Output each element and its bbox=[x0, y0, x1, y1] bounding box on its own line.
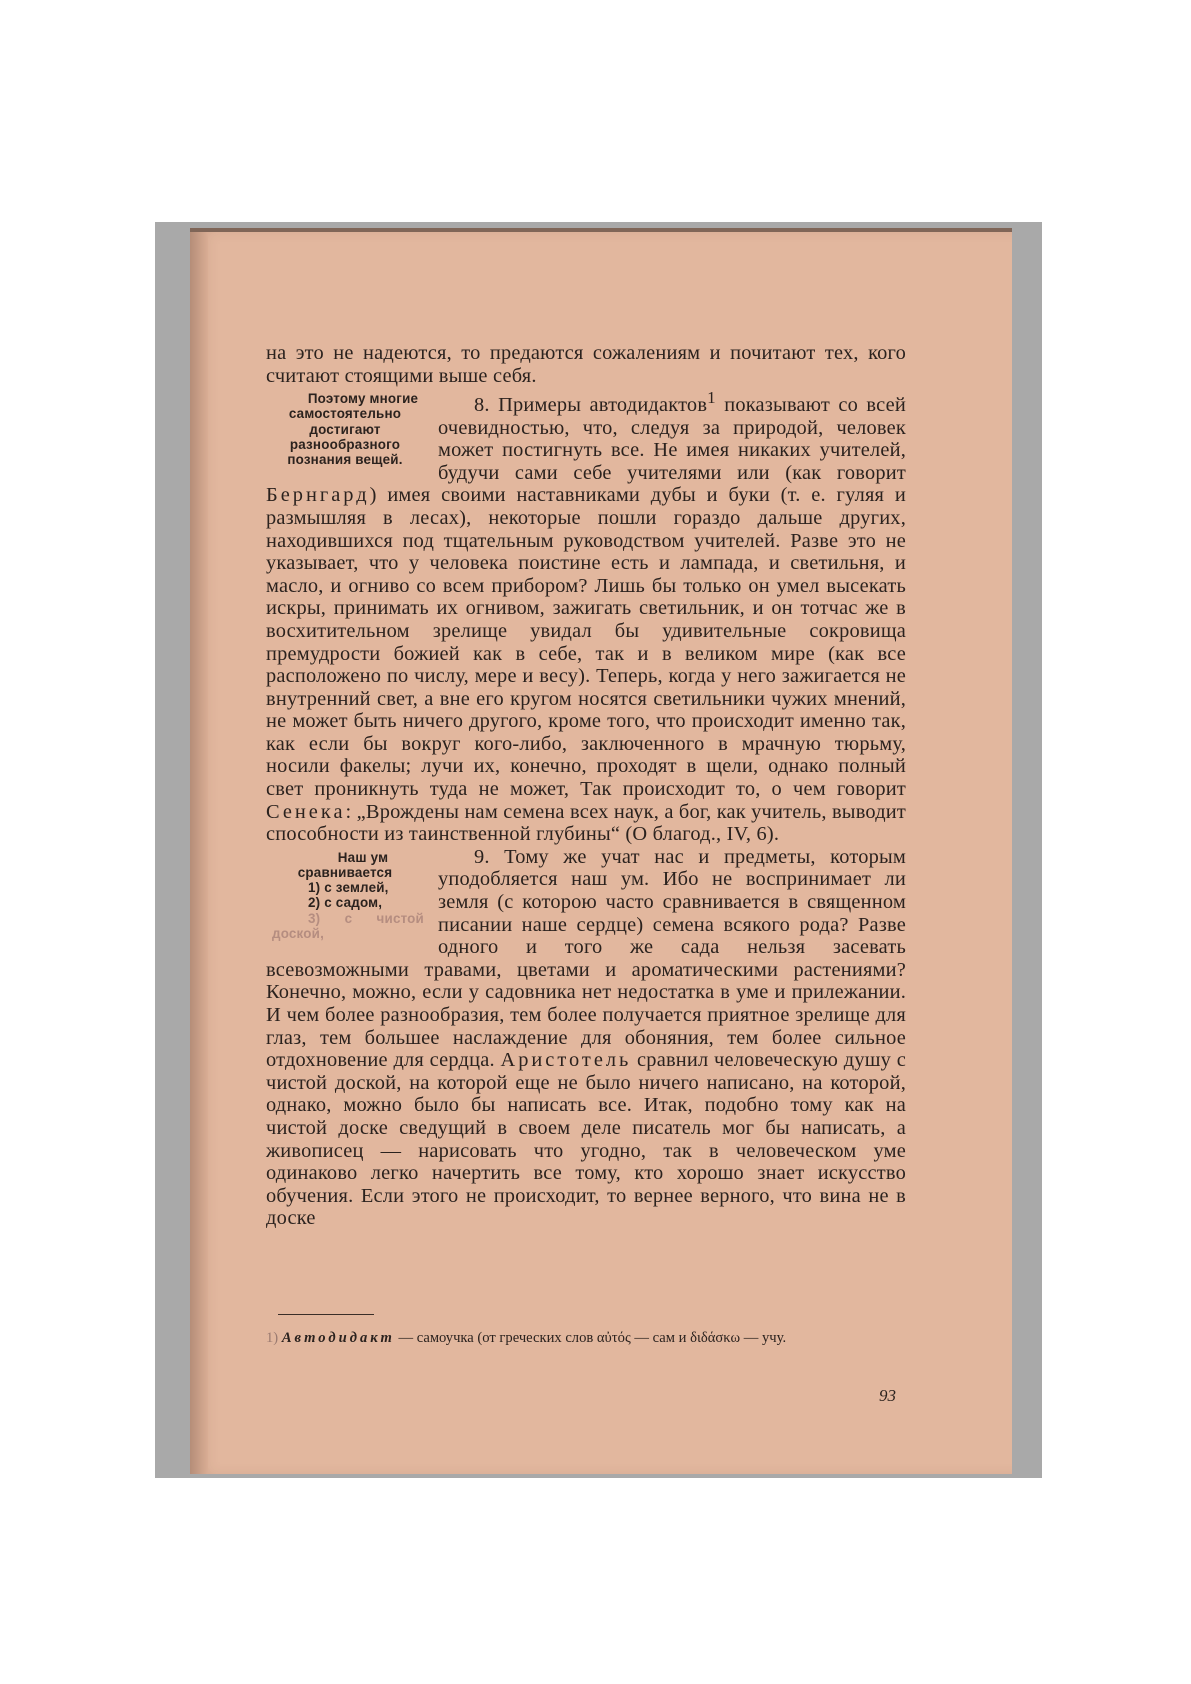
footnote-rule bbox=[278, 1314, 374, 1315]
paragraph-1: на это не надеются, то предаются сожалениям и почитают тех, кого считают стоящими выше себя. bbox=[266, 342, 906, 387]
footnote-mark: 1) bbox=[266, 1330, 279, 1346]
page-spine-shadow bbox=[190, 232, 208, 1474]
footnote-term: Автодидакт bbox=[281, 1330, 395, 1346]
sidenote-mind-compared: Наш ум сравнивается 1) с землей, 2) с садом, 3) с чистой доской, bbox=[272, 849, 424, 941]
name-aristotle: Аристотель bbox=[500, 1049, 632, 1072]
footnote-text: — самоучка (от греческих слов αὐτός — сам и διδάσκω — учу. bbox=[394, 1330, 787, 1346]
page-number: 93 bbox=[879, 1386, 896, 1405]
sidenote-autodidacts: Поэтому многие самостоятельно достигают разнообразного познания вещей. bbox=[287, 391, 419, 467]
name-bernhard: Бернгард bbox=[266, 484, 370, 507]
footnote bbox=[266, 1328, 906, 1348]
body-text bbox=[266, 342, 906, 1230]
paragraph-9: Наш ум сравнивается 1) с землей, 2) с садом, 3) с чистой доской, 9. Тому же учат нас и предметы, которым уподобляется наш ум. Ибо не воспринимает ли земля (с которою часто сравнивается в священном писании наше сердце) семена всякого рода? Разве одного и того же сада нельзя засевать всевозможными травами, цветами и ароматическими растениями? Конечно, можно, если у садовника нет недостатка в уме и прилежании. И чем более разнообразия, тем более получается приятное зрелище для глаз, тем большее наслаждение для обоняния, тем более сильное отдохновение для сердца. Аристотель сравнил человеческую душу с чистой доской, на которой еще не было ничего написано, на которой, однако, можно было бы написать все. Итак, подобно тому как на чистой доске сведущий в своем деле писатель мог бы написать, а живописец — нарисовать что угодно, так в человеческом уме одинаково легко начертить все тому, кто хорошо знает искусство обучения. Если этого не происходит, то вернее верного, что вина не в доске bbox=[266, 845, 906, 1230]
paragraph-8: Поэтому многие самостоятельно достигают разнообразного познания вещей. 8. Примеры автодидактов$^1$ показывают со всей очевидностью, что, следуя за природой, человек может постигнуть все. Не имея никаких учителей, будучи сами себе учителями или (как говорит Бернгард) имея своими наставниками дубы и буки (т. е. гуляя и размышляя в лесах), некоторые пошли гораздо дальше других, находившихся под тщательным руководством учителей. Разве это не указывает, что у человека поистине есть и лампада, и светильня, и масло, и огниво со всем прибором? Лишь бы только он умел высекать искры, принимать их огнивом, зажигать светильник, и он тотчас же в восхитительном зрелище увидал бы удивительные сокровища премудрости божией как в себе, так и в великом мире (как все расположено по числу, мере и весу). Теперь, когда у него зажигается не внутренний свет, а вне его кругом носятся светильники чужих мнений, не может быть ничего другого, кроме того, что происходит именно так, как если бы вокруг кого-либо, заключенного в мрачную тюрьму, носили факелы; лучи их, конечно, проходят в щели, однако полный свет проникнуть туда не может, Так происходит то, о чем говорит Сенека: „Врождены нам семена всех наук, а бог, как учитель, выводит способности из таинственной глубины“ (О благод., IV, 6). bbox=[266, 388, 906, 846]
name-seneca: Сенека bbox=[266, 800, 346, 823]
footnote-reference: 1 bbox=[707, 388, 716, 408]
